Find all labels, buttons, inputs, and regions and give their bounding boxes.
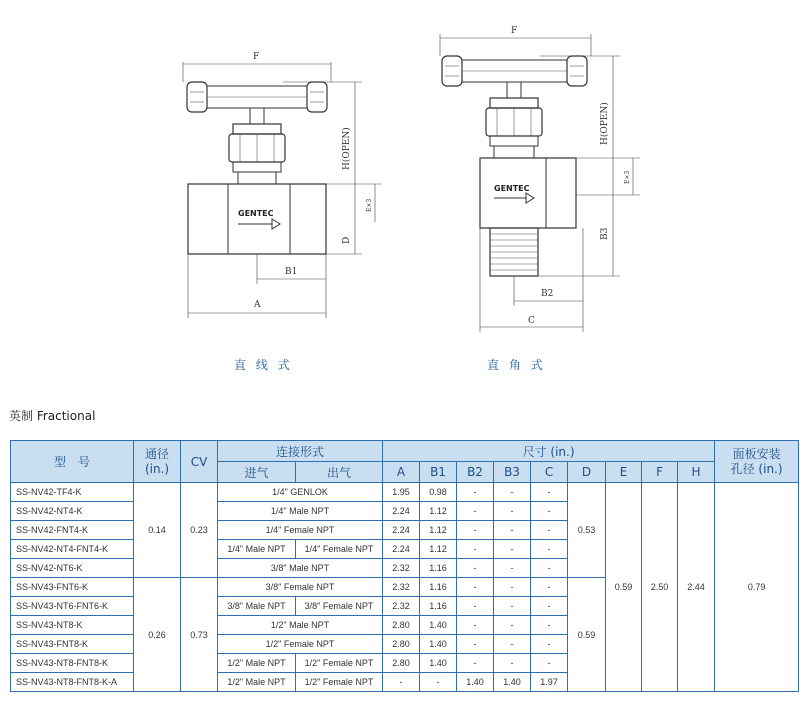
dim-label-a: A <box>254 300 261 310</box>
dim-label-f: F <box>253 52 260 62</box>
dim-a-cell: - <box>383 673 420 692</box>
inlet-cell: 1/2" Male NPT <box>218 654 296 673</box>
dim-a-cell: 2.80 <box>383 635 420 654</box>
dim-b3-cell: - <box>494 597 531 616</box>
connection-cell: 3/8" Female NPT <box>218 578 383 597</box>
dim-b3-cell: - <box>494 521 531 540</box>
inlet-cell: 1/2" Male NPT <box>218 673 296 692</box>
table-row <box>11 483 799 502</box>
header-dimensions: 尺寸 (in.) <box>383 441 715 462</box>
dim-d-cell: 0.59 <box>568 578 606 692</box>
dim-a-cell: 2.32 <box>383 559 420 578</box>
dim-b2-cell: - <box>457 597 494 616</box>
model-cell: SS-NV42-NT4-FNT4-K <box>11 540 134 559</box>
dim-c-cell: - <box>531 616 568 635</box>
model-cell: SS-NV43-NT8-FNT8-K-A <box>11 673 134 692</box>
model-cell: SS-NV42-FNT4-K <box>11 521 134 540</box>
header-cv: CV <box>181 441 218 483</box>
angle-caption: 直 角 式 <box>487 358 546 372</box>
dim-a-cell: 2.24 <box>383 540 420 559</box>
dim-c-cell: - <box>531 540 568 559</box>
dim-label-h: H(OPEN) <box>342 127 352 170</box>
dim-label-b1: B1 <box>285 267 298 277</box>
connection-cell: 1/2" Female NPT <box>218 635 383 654</box>
header-dim-b2: B2 <box>457 462 494 483</box>
dim-b3-cell: - <box>494 616 531 635</box>
outlet-cell: 1/4" Female NPT <box>296 540 383 559</box>
spec-table <box>10 440 799 692</box>
header-dim-f: F <box>642 462 678 483</box>
orifice-cell: 0.26 <box>134 578 181 692</box>
model-cell: SS-NV42-TF4-K <box>11 483 134 502</box>
inlet-cell: 1/4" Male NPT <box>218 540 296 559</box>
connection-cell: 1/4" Female NPT <box>218 521 383 540</box>
dim-d-cell: 0.53 <box>568 483 606 578</box>
dim-b3-cell: - <box>494 578 531 597</box>
dim-a-cell: 1.95 <box>383 483 420 502</box>
dim-c-cell: - <box>531 559 568 578</box>
model-cell: SS-NV43-FNT6-K <box>11 578 134 597</box>
dim-c-cell: - <box>531 597 568 616</box>
dim-label-b2: B2 <box>541 289 554 299</box>
dim-a-cell: 2.24 <box>383 502 420 521</box>
dim-b2-cell: - <box>457 616 494 635</box>
dim-h-cell: 2.44 <box>678 483 715 692</box>
dim-b2-cell: - <box>457 559 494 578</box>
dim-c-cell: - <box>531 483 568 502</box>
outlet-cell: 3/8" Female NPT <box>296 597 383 616</box>
inlet-cell: 3/8" Male NPT <box>218 597 296 616</box>
outlet-cell: 1/2" Female NPT <box>296 654 383 673</box>
dim-b3-cell: - <box>494 540 531 559</box>
angle-brand-logo: GENTEC <box>494 184 530 193</box>
dim-label-b3: B3 <box>600 227 610 240</box>
dim-b1-cell: 0.98 <box>420 483 457 502</box>
dim-b2-cell: - <box>457 502 494 521</box>
header-orifice: 通径 (in.) <box>134 441 181 483</box>
dim-b1-cell: 1.12 <box>420 540 457 559</box>
dim-b3-cell: - <box>494 654 531 673</box>
dim-b2-cell: - <box>457 578 494 597</box>
dim-label-h: H(OPEN) <box>600 102 610 145</box>
connection-cell: 1/2" Male NPT <box>218 616 383 635</box>
cv-cell: 0.73 <box>181 578 218 692</box>
model-cell: SS-NV43-NT6-FNT6-K <box>11 597 134 616</box>
dim-b2-cell: - <box>457 635 494 654</box>
cv-cell: 0.23 <box>181 483 218 578</box>
dim-label-e: E×3 <box>366 198 373 212</box>
header-dim-e: E <box>606 462 642 483</box>
header-dim-a: A <box>383 462 420 483</box>
dim-b1-cell: 1.16 <box>420 578 457 597</box>
panel-cell: 0.79 <box>715 483 799 692</box>
connection-cell: 1/4" Male NPT <box>218 502 383 521</box>
dim-c-cell: - <box>531 502 568 521</box>
header-dim-h: H <box>678 462 715 483</box>
dim-b1-cell: 1.16 <box>420 559 457 578</box>
model-cell: SS-NV43-NT8-K <box>11 616 134 635</box>
model-cell: SS-NV43-FNT8-K <box>11 635 134 654</box>
dim-b1-cell: 1.40 <box>420 635 457 654</box>
header-inlet: 进气 <box>218 462 296 483</box>
dim-b3-cell: - <box>494 559 531 578</box>
dim-label-e: E×3 <box>624 170 631 184</box>
straight-caption: 直 线 式 <box>234 358 293 372</box>
dim-a-cell: 2.32 <box>383 597 420 616</box>
dim-b1-cell: 1.40 <box>420 654 457 673</box>
dim-e-cell: 0.59 <box>606 483 642 692</box>
outlet-cell: 1/2" Female NPT <box>296 673 383 692</box>
header-dim-c: C <box>531 462 568 483</box>
dim-b2-cell: - <box>457 521 494 540</box>
model-cell: SS-NV42-NT4-K <box>11 502 134 521</box>
dim-c-cell: - <box>531 654 568 673</box>
dim-c-cell: - <box>531 521 568 540</box>
dim-b3-cell: - <box>494 502 531 521</box>
straight-brand-logo: GENTEC <box>238 209 274 218</box>
dim-a-cell: 2.32 <box>383 578 420 597</box>
dim-b1-cell: 1.16 <box>420 597 457 616</box>
dim-c-cell: - <box>531 578 568 597</box>
header-dim-d: D <box>568 462 606 483</box>
dim-b1-cell: 1.40 <box>420 616 457 635</box>
dim-label-d: D <box>342 236 352 244</box>
model-cell: SS-NV42-NT6-K <box>11 559 134 578</box>
dim-label-c: C <box>528 316 535 326</box>
straight-valve-drawing <box>183 52 382 318</box>
dim-b2-cell: 1.40 <box>457 673 494 692</box>
header-dim-b3: B3 <box>494 462 531 483</box>
dim-b1-cell: - <box>420 673 457 692</box>
header-outlet: 出气 <box>296 462 383 483</box>
dim-c-cell: 1.97 <box>531 673 568 692</box>
dim-a-cell: 2.24 <box>383 521 420 540</box>
angle-valve-drawing <box>440 26 640 332</box>
header-connection: 连接形式 <box>218 441 383 462</box>
dim-b3-cell: - <box>494 483 531 502</box>
dim-a-cell: 2.80 <box>383 616 420 635</box>
header-panel: 面板安装 孔径 (in.) <box>715 441 799 483</box>
dim-c-cell: - <box>531 635 568 654</box>
dim-b2-cell: - <box>457 540 494 559</box>
dim-a-cell: 2.80 <box>383 654 420 673</box>
dim-label-f: F <box>511 26 518 36</box>
header-model: 型 号 <box>11 441 134 483</box>
connection-cell: 1/4" GENLOK <box>218 483 383 502</box>
header-dim-b1: B1 <box>420 462 457 483</box>
dim-b3-cell: - <box>494 635 531 654</box>
dim-f-cell: 2.50 <box>642 483 678 692</box>
dim-b2-cell: - <box>457 483 494 502</box>
connection-cell: 3/8" Male NPT <box>218 559 383 578</box>
orifice-cell: 0.14 <box>134 483 181 578</box>
section-title: 英制 Fractional <box>9 409 96 423</box>
dim-b1-cell: 1.12 <box>420 521 457 540</box>
dim-b1-cell: 1.12 <box>420 502 457 521</box>
spec-table-body <box>11 483 799 692</box>
dim-b2-cell: - <box>457 654 494 673</box>
dim-b3-cell: 1.40 <box>494 673 531 692</box>
model-cell: SS-NV43-NT8-FNT8-K <box>11 654 134 673</box>
